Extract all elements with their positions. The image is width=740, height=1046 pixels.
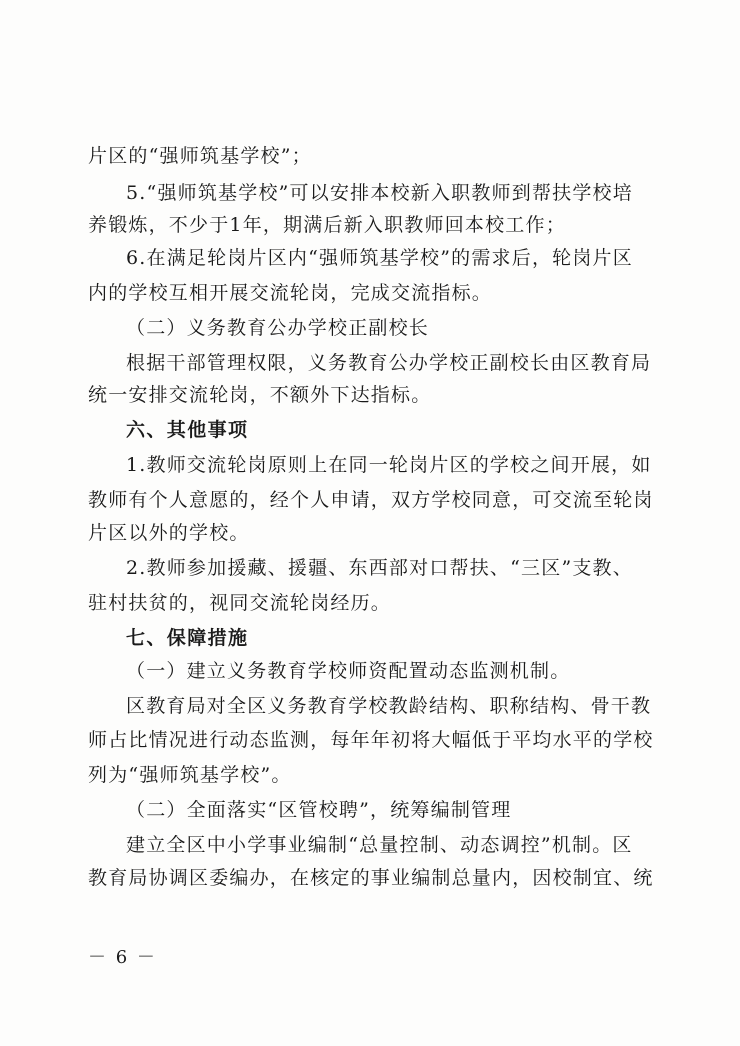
text-line: 师占比情况进行动态监测，每年年初将大幅低于平均水平的学校 — [88, 729, 654, 751]
section-title: 七、保障措施 — [126, 627, 249, 649]
text-line: 5.“强师筑基学校”可以安排本校新入职教师到帮扶学校培 — [126, 182, 633, 204]
section-heading: （一）建立义务教育学校师资配置动态监测机制。 — [126, 660, 571, 682]
text-line: 教师有个人意愿的，经个人申请，双方学校同意，可交流至轮岗 — [88, 489, 654, 511]
text-line: 片区的“强师筑基学校”； — [88, 145, 312, 167]
text-line: 片区以外的学校。 — [88, 522, 250, 544]
text-line: 驻村扶贫的，视同交流轮岗经历。 — [88, 592, 392, 614]
text-line: 6.在满足轮岗片区内“强师筑基学校”的需求后，轮岗片区 — [126, 247, 633, 269]
page-number: － 6 － — [88, 947, 157, 968]
section-heading: （二）义务教育公办学校正副校长 — [126, 317, 430, 339]
text-line: 内的学校互相开展交流轮岗，完成交流指标。 — [88, 282, 493, 304]
text-line: 根据干部管理权限，义务教育公办学校正副校长由区教育局 — [126, 352, 652, 374]
text-line: 统一安排交流轮岗，不额外下达指标。 — [88, 384, 432, 406]
section-heading: （二）全面落实“区管校聘”，统筹编制管理 — [126, 799, 512, 821]
text-line: 2.教师参加援藏、援疆、东西部对口帮扶、“三区”支教、 — [126, 557, 633, 579]
text-line: 养锻炼，不少于1年，期满后新入职教师回本校工作； — [88, 214, 566, 236]
text-line: 1.教师交流轮岗原则上在同一轮岗片区的学校之间开展，如 — [126, 454, 652, 476]
section-title: 六、其他事项 — [126, 419, 249, 441]
text-line: 区教育局对全区义务教育学校教龄结构、职称结构、骨干教 — [126, 695, 652, 717]
text-line: 列为“强师筑基学校”。 — [88, 764, 292, 786]
text-line: 教育局协调区委编办，在核定的事业编制总量内，因校制宜、统 — [88, 867, 654, 889]
text-line: 建立全区中小学事业编制“总量控制、动态调控”机制。区 — [126, 834, 633, 856]
